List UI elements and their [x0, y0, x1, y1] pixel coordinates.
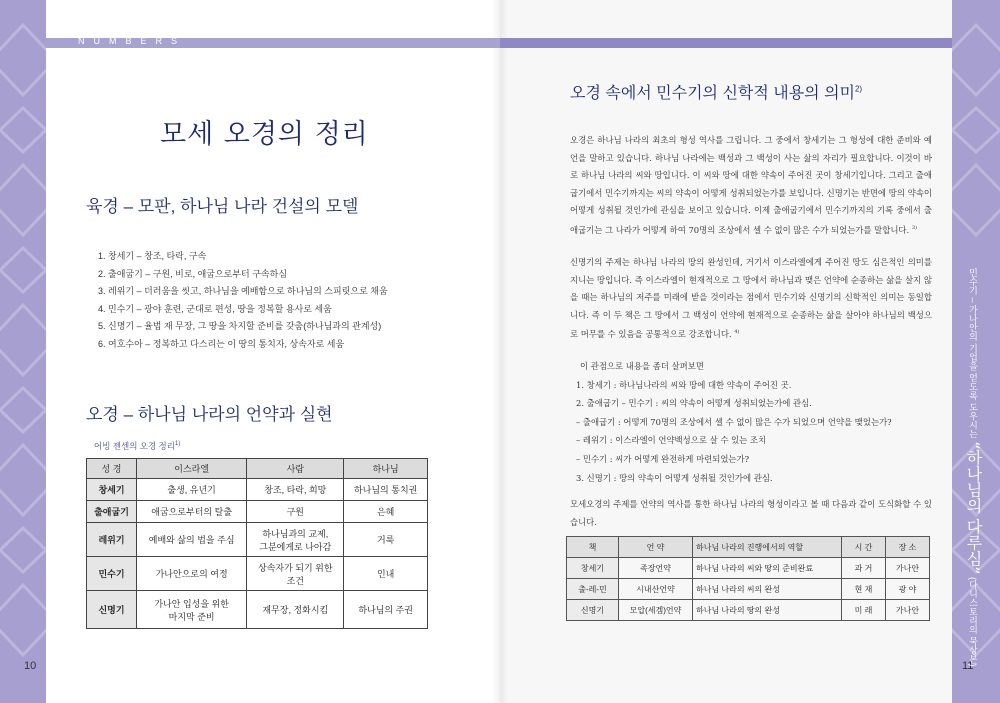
running-title-suffix: (다니스토리의 묵상본) — [968, 577, 978, 667]
table-header: 언 약 — [619, 537, 693, 558]
table-cell: 신명기 — [567, 600, 619, 621]
table-cell: 민수기 — [87, 557, 137, 591]
list-item: – 민수기 : 씨가 어떻게 완전하게 마련되었는가? — [576, 453, 750, 464]
covenant-table — [566, 536, 930, 621]
summary-list — [98, 248, 388, 353]
table-cell: 하나님의 통치권 — [344, 479, 428, 501]
table-row — [87, 523, 428, 557]
running-title-prefix: 민수기 – 가나안의 기업을 얻도록 도우시는 — [968, 268, 978, 439]
table-row — [567, 558, 930, 579]
table-cell: 미 래 — [842, 600, 886, 621]
table-cell: 창세기 — [87, 479, 137, 501]
table-cell: 출생, 유년기 — [137, 479, 247, 501]
table-cell: 현 재 — [842, 579, 886, 600]
table-header: 사람 — [247, 459, 344, 479]
table-cell: 족장언약 — [619, 558, 693, 579]
section-heading: 육경 – 모판, 하나님 나라 건설의 모델 — [86, 197, 359, 216]
list-item: 1. 창세기 : 하나님나라의 씨와 땅에 대한 약속이 주어진 곳. — [576, 379, 792, 390]
table-cell: 애굽으로부터의 탈출 — [137, 501, 247, 523]
list-item: 이 관점으로 내용을 좀더 살펴보면 — [580, 361, 704, 371]
table-cell: 시내산언약 — [619, 579, 693, 600]
table-cell: 하나님 나라의 씨의 완성 — [693, 579, 842, 600]
table-row — [87, 591, 428, 629]
pattern-decoration — [0, 0, 46, 703]
list-item: 1. 창세기 – 창조, 타락, 구속 — [98, 251, 207, 261]
left-pattern-strip — [0, 0, 46, 703]
table-row — [567, 579, 930, 600]
list-item: 5. 신명기 – 율법 재 무장, 그 땅을 차지할 준비를 갖춤(하나님과의 관계성) — [98, 321, 382, 331]
table-row — [87, 479, 428, 501]
table-header: 장 소 — [886, 537, 930, 558]
top-band-right — [500, 38, 952, 48]
table-cell: 하나님 나라의 땅의 완성 — [693, 600, 842, 621]
table-cell: 하나님 나라의 씨와 땅의 준비완료 — [693, 558, 842, 579]
list-item: 2. 출애굽기 – 구원, 비로, 애굽으로부터 구속하심 — [98, 268, 288, 279]
pentateuch-table — [86, 458, 428, 629]
table-cell: 가나안 입성을 위한 마지막 준비 — [137, 591, 247, 629]
paragraph-text: 오경은 하나님 나라의 최초의 형성 역사를 그립니다. 그 중에서 창세기는 그 형성에 대한 준비와 예언을 말하고 있습니다. 하나님 나라에는 백성과 그 백성이 사는 삶의 자리가 필요합니다. 이것이 바로 하나님 나라의 씨와 땅입니다. 이 씨와 땅에 대한 약속이 주어진 곳이 창세기입니다. 그리고 출애굽기에서 민수기까지는 씨의 약속이 어떻게 성취되었는가를 보입니다. 신명기는 반면에 땅의 약속이 어떻게 성취될 것인가에 관심을 보이고 있습니다. 이제 출애굽기에서 민수기까지의 기록 중에서 출애굽기는 그 나라가 어떻게 하여 70명의 조상에서 셀 수 없이 많은 수가 되었는가를 말합니다. — [570, 135, 932, 235]
table-cell: 거룩 — [344, 523, 428, 557]
list-item: 3. 신명기 : 땅의 약속이 어떻게 성취될 것인가에 관심. — [576, 472, 773, 483]
caption-text: 어빙 젠센의 오경 정리 — [94, 441, 175, 451]
table-cell: 가나안 — [886, 600, 930, 621]
footnote-ref: 2) — [854, 84, 863, 94]
running-title-vertical — [962, 268, 985, 667]
table-row — [87, 501, 428, 523]
list-item: 3. 레위기 – 더러움을 씻고, 하나님을 예배함으로 하나님의 스피릿으로 채움 — [98, 286, 388, 296]
list-item: – 출애굽기 : 어떻게 70명의 조상에서 셀 수 없이 많은 수가 되었으며 언약을 맺었는가? — [576, 416, 892, 427]
table-cell: 출-레-민 — [567, 579, 619, 600]
footnote-ref: 1) — [175, 441, 181, 448]
body-paragraph — [570, 132, 932, 239]
table-header: 하나님 나라의 진행에서의 역할 — [693, 537, 842, 558]
table-cell: 창세기 — [567, 558, 619, 579]
table-cell: 출애굽기 — [87, 501, 137, 523]
table-cell: 재무장, 정화시킴 — [247, 591, 344, 629]
page-gutter — [492, 0, 508, 703]
table-cell: 인내 — [344, 557, 428, 591]
footnote-ref: 4) — [734, 329, 740, 336]
section-heading: 오경 – 하나님 나라의 언약과 실현 — [86, 405, 333, 424]
footnote-ref: 3) — [911, 224, 917, 231]
table-header: 성 경 — [87, 459, 137, 479]
section-label: NUMBERS — [78, 36, 187, 46]
table-caption — [94, 440, 180, 452]
table-header: 하나님 — [344, 459, 428, 479]
table-cell: 과 거 — [842, 558, 886, 579]
body-paragraph — [570, 254, 932, 344]
page-number: 11 — [962, 660, 974, 672]
running-title-main: “하나님의 다루심” — [964, 441, 983, 575]
list-item: 4. 민수기 – 광야 훈련, 군대로 편성, 땅을 정복할 용사로 세움 — [98, 303, 332, 314]
table-cell: 은혜 — [344, 501, 428, 523]
title-text: 오경 속에서 민수기의 신학적 내용의 의미 — [570, 85, 855, 102]
page-title — [570, 80, 862, 103]
table-cell: 구원 — [247, 501, 344, 523]
table-cell: 하나님과의 교제, 그분에게로 나아감 — [247, 523, 344, 557]
table-cell: 상속자가 되기 위한 조건 — [247, 557, 344, 591]
paragraph-text: 신명기의 주제는 하나님 나라의 땅의 완성인데, 거기서 이스라엘에게 주어진 땅도 심은적인 의미를 지니는 땅입니다. 즉 이스라엘이 현재적으로 그 땅에서 하나님과 맺은 언약에 순종하는 삶을 살지 않을 때는 하나님의 저주를 미래에 받을 것이라는 점에서 민수기와 신명기의 신학적인 의미는 동일합니다. 즉 이 두 책은 그 땅에서 그 백성이 언약에 현재적으로 순종하는 삶을 살아야 하나님의 백성으로 머무를 수 있음을 공통적으로 강조합니다. — [570, 257, 932, 340]
table-cell: 가나안으로의 여정 — [137, 557, 247, 591]
table-row — [567, 600, 930, 621]
table-row — [87, 557, 428, 591]
page-title: 모세 오경의 정리 — [160, 119, 369, 150]
table-header: 이스라엘 — [137, 459, 247, 479]
body-paragraph: 모세오경의 주제를 언약의 역사를 통한 하나님 나라의 형성이라고 볼 때 다음과 같이 도식화할 수 있습니다. — [570, 499, 932, 527]
list-item: – 레위기 : 이스라엘이 언약백성으로 살 수 있는 조치 — [576, 435, 767, 446]
table-cell: 하나님의 주권 — [344, 591, 428, 629]
table-header: 책 — [567, 537, 619, 558]
table-cell: 광 야 — [886, 579, 930, 600]
table-cell: 레위기 — [87, 523, 137, 557]
list-item: 6. 여호수아 – 정복하고 다스리는 이 땅의 통치자, 상속자로 세움 — [98, 338, 345, 349]
table-cell: 모압(세겜)언약 — [619, 600, 693, 621]
table-cell: 가나안 — [886, 558, 930, 579]
table-cell: 신명기 — [87, 591, 137, 629]
points-list — [576, 357, 892, 487]
table-cell: 창조, 타락, 희망 — [247, 479, 344, 501]
list-item: 2. 출애굽기 – 민수기 : 씨의 약속이 어떻게 성취되었는가에 관심. — [576, 398, 812, 409]
table-cell: 예배와 삶의 법을 주심 — [137, 523, 247, 557]
page-number: 10 — [24, 660, 37, 672]
table-header: 시 간 — [842, 537, 886, 558]
